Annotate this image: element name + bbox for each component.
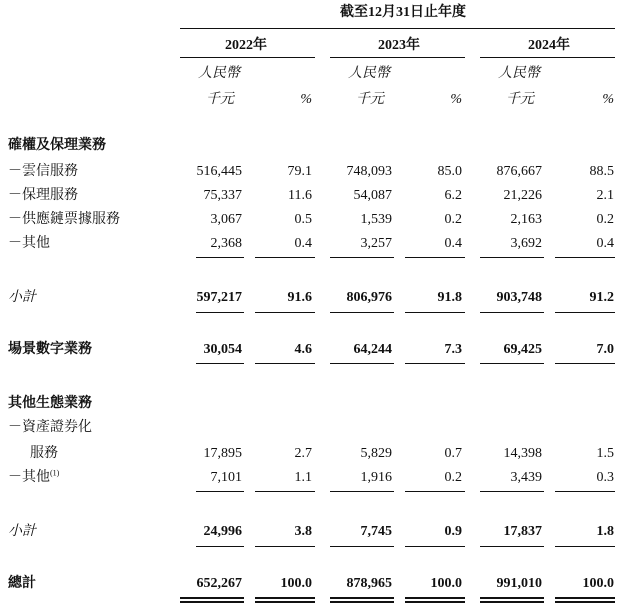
cell: 100.0: [582, 576, 614, 591]
cell: 3,692: [510, 236, 542, 251]
pct-2024: %: [602, 92, 614, 107]
period-header: 截至12月31日止年度: [340, 5, 466, 20]
cell: 2.1: [596, 188, 614, 203]
cell: 85.0: [437, 164, 462, 179]
subtotal-label: 小計: [8, 290, 36, 305]
row-label-factoring: －保理服務: [8, 188, 78, 203]
cell: 88.5: [589, 164, 614, 179]
rule: [196, 257, 244, 258]
cell: 7.3: [444, 342, 462, 357]
unit-2023: 千元: [356, 92, 384, 107]
rule: [405, 257, 465, 258]
cell: 3,439: [510, 470, 542, 485]
currency-2022: 人民幣: [198, 66, 240, 81]
double-rule: [180, 597, 244, 599]
cell: 3.8: [294, 524, 312, 539]
rule: [555, 546, 615, 547]
rule: [196, 491, 244, 492]
cell: 11.6: [288, 188, 312, 203]
double-rule: [180, 601, 244, 603]
cell: 100.0: [280, 576, 312, 591]
rule: [255, 546, 315, 547]
cell: 652,267: [196, 576, 242, 591]
cell: 17,837: [503, 524, 542, 539]
rule: [330, 312, 394, 313]
rule: [196, 546, 244, 547]
cell: 2,368: [210, 236, 242, 251]
cell: 0.2: [444, 212, 462, 227]
cell: 14,398: [503, 446, 542, 461]
cell: 7.0: [596, 342, 614, 357]
row-label-others: －其他: [8, 236, 50, 251]
row-label-others-2: [8, 470, 59, 486]
cell: 0.2: [596, 212, 614, 227]
year-2023: 2023年: [378, 38, 420, 53]
cell: 2.7: [294, 446, 312, 461]
double-rule: [330, 601, 394, 603]
year-2022: 2022年: [225, 38, 267, 53]
cell: 516,445: [196, 164, 242, 179]
year-2024-underline: [480, 57, 615, 58]
cell: 64,244: [353, 342, 392, 357]
cell: 878,965: [346, 576, 392, 591]
cell: 903,748: [496, 290, 542, 305]
rule: [330, 491, 394, 492]
cell: 876,667: [496, 164, 542, 179]
cell: 79.1: [287, 164, 312, 179]
double-rule: [405, 601, 465, 603]
cell: 0.5: [294, 212, 312, 227]
double-rule: [255, 601, 315, 603]
rule: [330, 257, 394, 258]
row-label-supply-chain-bills: －供應鏈票據服務: [8, 212, 120, 227]
double-rule: [480, 597, 544, 599]
row-label-abs-2: 服務: [30, 446, 58, 461]
cell: 3,067: [210, 212, 242, 227]
cell: 54,087: [353, 188, 392, 203]
cell: 6.2: [444, 188, 462, 203]
cell: 1.5: [596, 446, 614, 461]
cell: 75,337: [203, 188, 242, 203]
section-title-other-ecosystem: 其他生態業務: [8, 396, 92, 411]
cell: 1.1: [294, 470, 312, 485]
rule: [555, 257, 615, 258]
rule: [480, 491, 544, 492]
double-rule: [330, 597, 394, 599]
cell: 7,745: [360, 524, 392, 539]
rule: [555, 363, 615, 364]
rule: [480, 257, 544, 258]
cell: 2,163: [510, 212, 542, 227]
cell: 0.7: [444, 446, 462, 461]
rule: [405, 546, 465, 547]
cell: 991,010: [496, 576, 542, 591]
cell: 0.4: [444, 236, 462, 251]
cell: 21,226: [503, 188, 542, 203]
cell: 0.4: [294, 236, 312, 251]
rule: [255, 491, 315, 492]
cell: 1,539: [360, 212, 392, 227]
cell: 1.8: [596, 524, 614, 539]
currency-2024: 人民幣: [498, 66, 540, 81]
rule: [255, 363, 315, 364]
rule: [255, 312, 315, 313]
rule: [196, 312, 244, 313]
rule: [555, 491, 615, 492]
double-rule: [555, 597, 615, 599]
cell: 3,257: [360, 236, 392, 251]
rule: [480, 546, 544, 547]
double-rule: [405, 597, 465, 599]
double-rule: [255, 597, 315, 599]
year-2024: 2024年: [528, 38, 570, 53]
rule: [255, 257, 315, 258]
cell: 0.2: [444, 470, 462, 485]
footnote-marker: (1): [50, 468, 60, 478]
double-rule: [555, 601, 615, 603]
cell: 17,895: [203, 446, 242, 461]
cell: 91.2: [589, 290, 614, 305]
cell: 7,101: [210, 470, 242, 485]
rule: [405, 312, 465, 313]
pct-2022: %: [300, 92, 312, 107]
cell: 806,976: [346, 290, 392, 305]
period-underline: [180, 28, 615, 29]
rule: [555, 312, 615, 313]
currency-2023: 人民幣: [348, 66, 390, 81]
cell: 748,093: [346, 164, 392, 179]
cell: 69,425: [503, 342, 542, 357]
cell: 1,916: [360, 470, 392, 485]
rule: [330, 546, 394, 547]
rule: [480, 312, 544, 313]
cell: 0.4: [596, 236, 614, 251]
cell: 5,829: [360, 446, 392, 461]
cell: 100.0: [430, 576, 462, 591]
cell: 91.6: [287, 290, 312, 305]
rule: [480, 363, 544, 364]
cell: 24,996: [203, 524, 242, 539]
row-label-abs-1: －資產證券化: [8, 420, 92, 435]
section-title-confirmation-factoring: 確權及保理業務: [8, 138, 106, 153]
cell: 91.8: [437, 290, 462, 305]
unit-2024: 千元: [506, 92, 534, 107]
rule: [196, 363, 244, 364]
rule: [405, 491, 465, 492]
cell: 0.3: [596, 470, 614, 485]
rule: [405, 363, 465, 364]
year-2023-underline: [330, 57, 465, 58]
unit-2022: 千元: [206, 92, 234, 107]
row-label-cloud-credit: －雲信服務: [8, 164, 78, 179]
cell: 4.6: [294, 342, 312, 357]
row-label-text: －其他: [8, 470, 50, 485]
year-2022-underline: [180, 57, 315, 58]
double-rule: [480, 601, 544, 603]
rule: [330, 363, 394, 364]
section-title-scene-digital: 場景數字業務: [8, 342, 92, 357]
cell: 0.9: [444, 524, 462, 539]
total-label: 總計: [8, 576, 36, 591]
subtotal-label: 小計: [8, 524, 36, 539]
cell: 597,217: [196, 290, 242, 305]
pct-2023: %: [450, 92, 462, 107]
cell: 30,054: [203, 342, 242, 357]
